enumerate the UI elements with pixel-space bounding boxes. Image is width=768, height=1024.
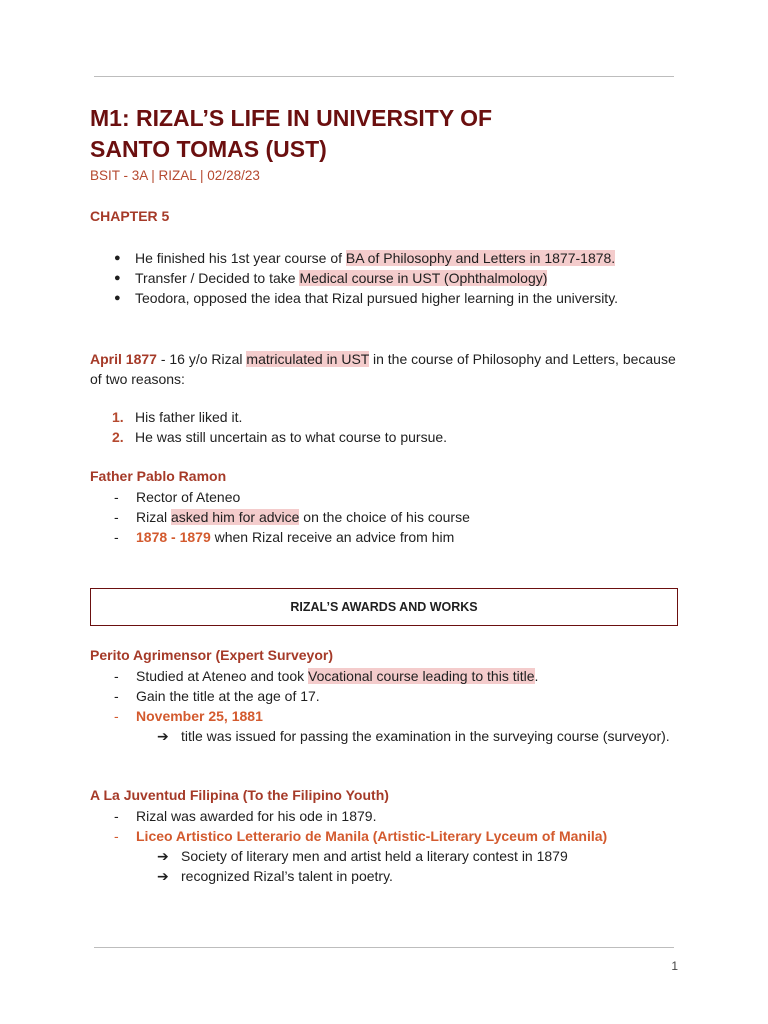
sub-item: ➔ recognized Rizal’s talent in poetry. — [157, 868, 393, 884]
sub-item: ➔ title was issued for passing the examination in the surveying course (surveyor). — [157, 728, 670, 744]
list-item: - Gain the title at the age of 17. — [114, 688, 320, 704]
arrow-icon: ➔ — [157, 848, 169, 864]
top-rule — [94, 76, 674, 77]
bullet-item: ● Transfer / Decided to take Medical course in UST (Ophthalmology) — [114, 270, 548, 286]
list-item: - Rizal was awarded for his ode in 1879. — [114, 808, 377, 824]
arrow-icon: ➔ — [157, 728, 169, 744]
bullet-marker: ● — [114, 252, 121, 264]
chapter-heading: CHAPTER 5 — [90, 208, 170, 224]
arrow-icon: ➔ — [157, 868, 169, 884]
bullet-marker: ● — [114, 272, 121, 284]
list-item: - Rector of Ateneo — [114, 489, 241, 505]
bullet-marker: ● — [114, 292, 121, 304]
list-item: - Liceo Artistico Letterario de Manila (Artistic-Literary Lyceum of Manila) — [114, 828, 608, 844]
document-subtitle: BSIT - 3A | RIZAL | 02/28/23 — [90, 168, 260, 183]
list-item: - 1878 - 1879 when Rizal receive an advice from him — [114, 529, 455, 545]
list-item: - Studied at Ateneo and took Vocational course leading to this title. — [114, 668, 539, 684]
list-item: - November 25, 1881 — [114, 708, 263, 724]
bottom-rule — [94, 947, 674, 948]
numbered-item: 1. His father liked it. — [112, 409, 243, 425]
numbered-item: 2. He was still uncertain as to what course to pursue. — [112, 429, 448, 445]
bullet-item: ● He finished his 1st year course of BA of Philosophy and Letters in 1877-1878. — [114, 250, 616, 266]
page-title: M1: RIZAL’S LIFE IN UNIVERSITY OF SANTO TOMAS (UST) — [90, 105, 493, 162]
awards-section-box: RIZAL’S AWARDS AND WORKS — [90, 588, 678, 626]
bullet-item: ● Teodora, opposed the idea that Rizal pursued higher learning in the university. — [114, 290, 619, 306]
april-paragraph: April 1877 - 16 y/o Rizal matriculated in UST in the course of Philosophy and Letters, because of two reasons: — [90, 351, 676, 387]
page-number: 1 — [671, 959, 678, 973]
section-heading-pablo: Father Pablo Ramon — [90, 468, 227, 484]
list-item: - Rizal asked him for advice on the choice of his course — [114, 509, 470, 525]
sub-item: ➔ Society of literary men and artist held a literary contest in 1879 — [157, 848, 568, 864]
section-heading-juventud: A La Juventud Filipina (To the Filipino Youth) — [90, 787, 389, 803]
section-heading-perito: Perito Agrimensor (Expert Surveyor) — [90, 647, 333, 663]
